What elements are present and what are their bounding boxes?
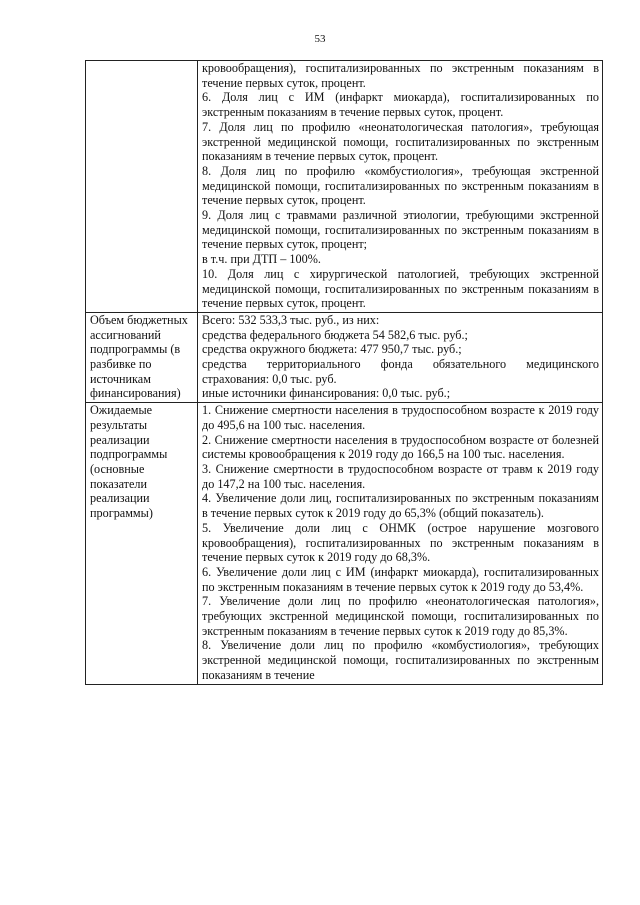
list-item: 10. Доля лиц с хирургической патологией, требующих экстренной медицинской помощи, госпитализированных по экстренным показаниям в течение первых суток, процент. xyxy=(202,266,599,311)
row-content xyxy=(198,312,603,402)
list-item: 7. Доля лиц по профилю «неонатологическая патология», требующая экстренной медицинской помощи, госпитализированных по экстренным показаниям в течение первых суток, процент. xyxy=(202,119,599,164)
list-item: 8. Увеличение доли лиц по профилю «комбустиология», требующих экстренной медицинской помощи, госпитализированных по экстренным показаниям в течение xyxy=(202,638,599,682)
row-label: Ожидаемые результаты реализации подпрограммы (основные показатели реализации программы) xyxy=(86,403,198,684)
table-row xyxy=(86,312,603,402)
list-item: 6. Доля лиц с ИМ (инфаркт миокарда), госпитализированных по экстренным показаниям в течение первых суток, процент. xyxy=(202,90,599,120)
row-label xyxy=(86,61,198,313)
list-item: 2. Снижение смертности населения в трудоспособном возрасте от болезней системы кровообращения к 2019 году до 166,5 на 100 тыс. населения. xyxy=(202,432,599,462)
list-item: 9. Доля лиц с травмами различной этиологии, требующими экстренной медицинской помощи, госпитализированных по экстренным показаниям в течение первых суток, процент; xyxy=(202,208,599,252)
list-item: 3. Снижение смертности в трудоспособном возрасте от травм к 2019 году до 147,2 на 100 тыс. населения. xyxy=(202,461,599,491)
list-item: средства федерального бюджета 54 582,6 тыс. руб.; xyxy=(202,327,468,342)
list-item: средства окружного бюджета: 477 950,7 тыс. руб.; xyxy=(202,342,462,357)
passport-table xyxy=(85,60,603,685)
list-item: средства территориального фонда обязательного медицинского страхования: 0,0 тыс. руб. xyxy=(202,357,599,386)
list-item: 4. Увеличение доли лиц, госпитализированных по экстренным показаниям в течение первых суток к 2019 году до 65,3% (общий показатель). xyxy=(202,491,599,521)
list-item: кровообращения), госпитализированных по экстренным показаниям в течение первых суток, процент. xyxy=(202,61,599,90)
table-row xyxy=(86,403,603,684)
page-number: 53 xyxy=(314,33,326,45)
list-item: в т.ч. при ДТП – 100%. xyxy=(202,252,321,267)
row-content xyxy=(198,61,603,313)
list-item: 7. Увеличение доли лиц по профилю «неонатологическая патология», требующих экстренной медицинской помощи, госпитализированных по экстренным показаниям в течение первых суток к 2019 году до 85,3%. xyxy=(202,594,599,638)
list-item: 5. Увеличение доли лиц с ОНМК (острое нарушение мозгового кровообращения), госпитализированных по экстренным показаниям в течение первых суток к 2019 году до 68,3%. xyxy=(202,520,599,565)
table-row xyxy=(86,61,603,313)
list-item: иные источники финансирования: 0,0 тыс. руб.; xyxy=(202,386,451,401)
list-item: 1. Снижение смертности населения в трудоспособном возрасте к 2019 году до 495,6 на 100 тыс. населения. xyxy=(202,403,599,432)
row-content xyxy=(198,403,603,684)
list-item: 6. Увеличение доли лиц с ИМ (инфаркт миокарда), госпитализированных по экстренным показаниям в течение первых суток к 2019 году до 53,4%. xyxy=(202,564,599,594)
list-item: 8. Доля лиц по профилю «комбустиология», требующая экстренной медицинской помощи, госпитализированных по экстренным показаниям в течение первых суток, процент. xyxy=(202,163,599,208)
row-label: Объем бюджетных ассигнований подпрограммы (в разбивке по источникам финансирования) xyxy=(86,312,198,402)
list-item: Всего: 532 533,3 тыс. руб., из них: xyxy=(202,312,380,327)
